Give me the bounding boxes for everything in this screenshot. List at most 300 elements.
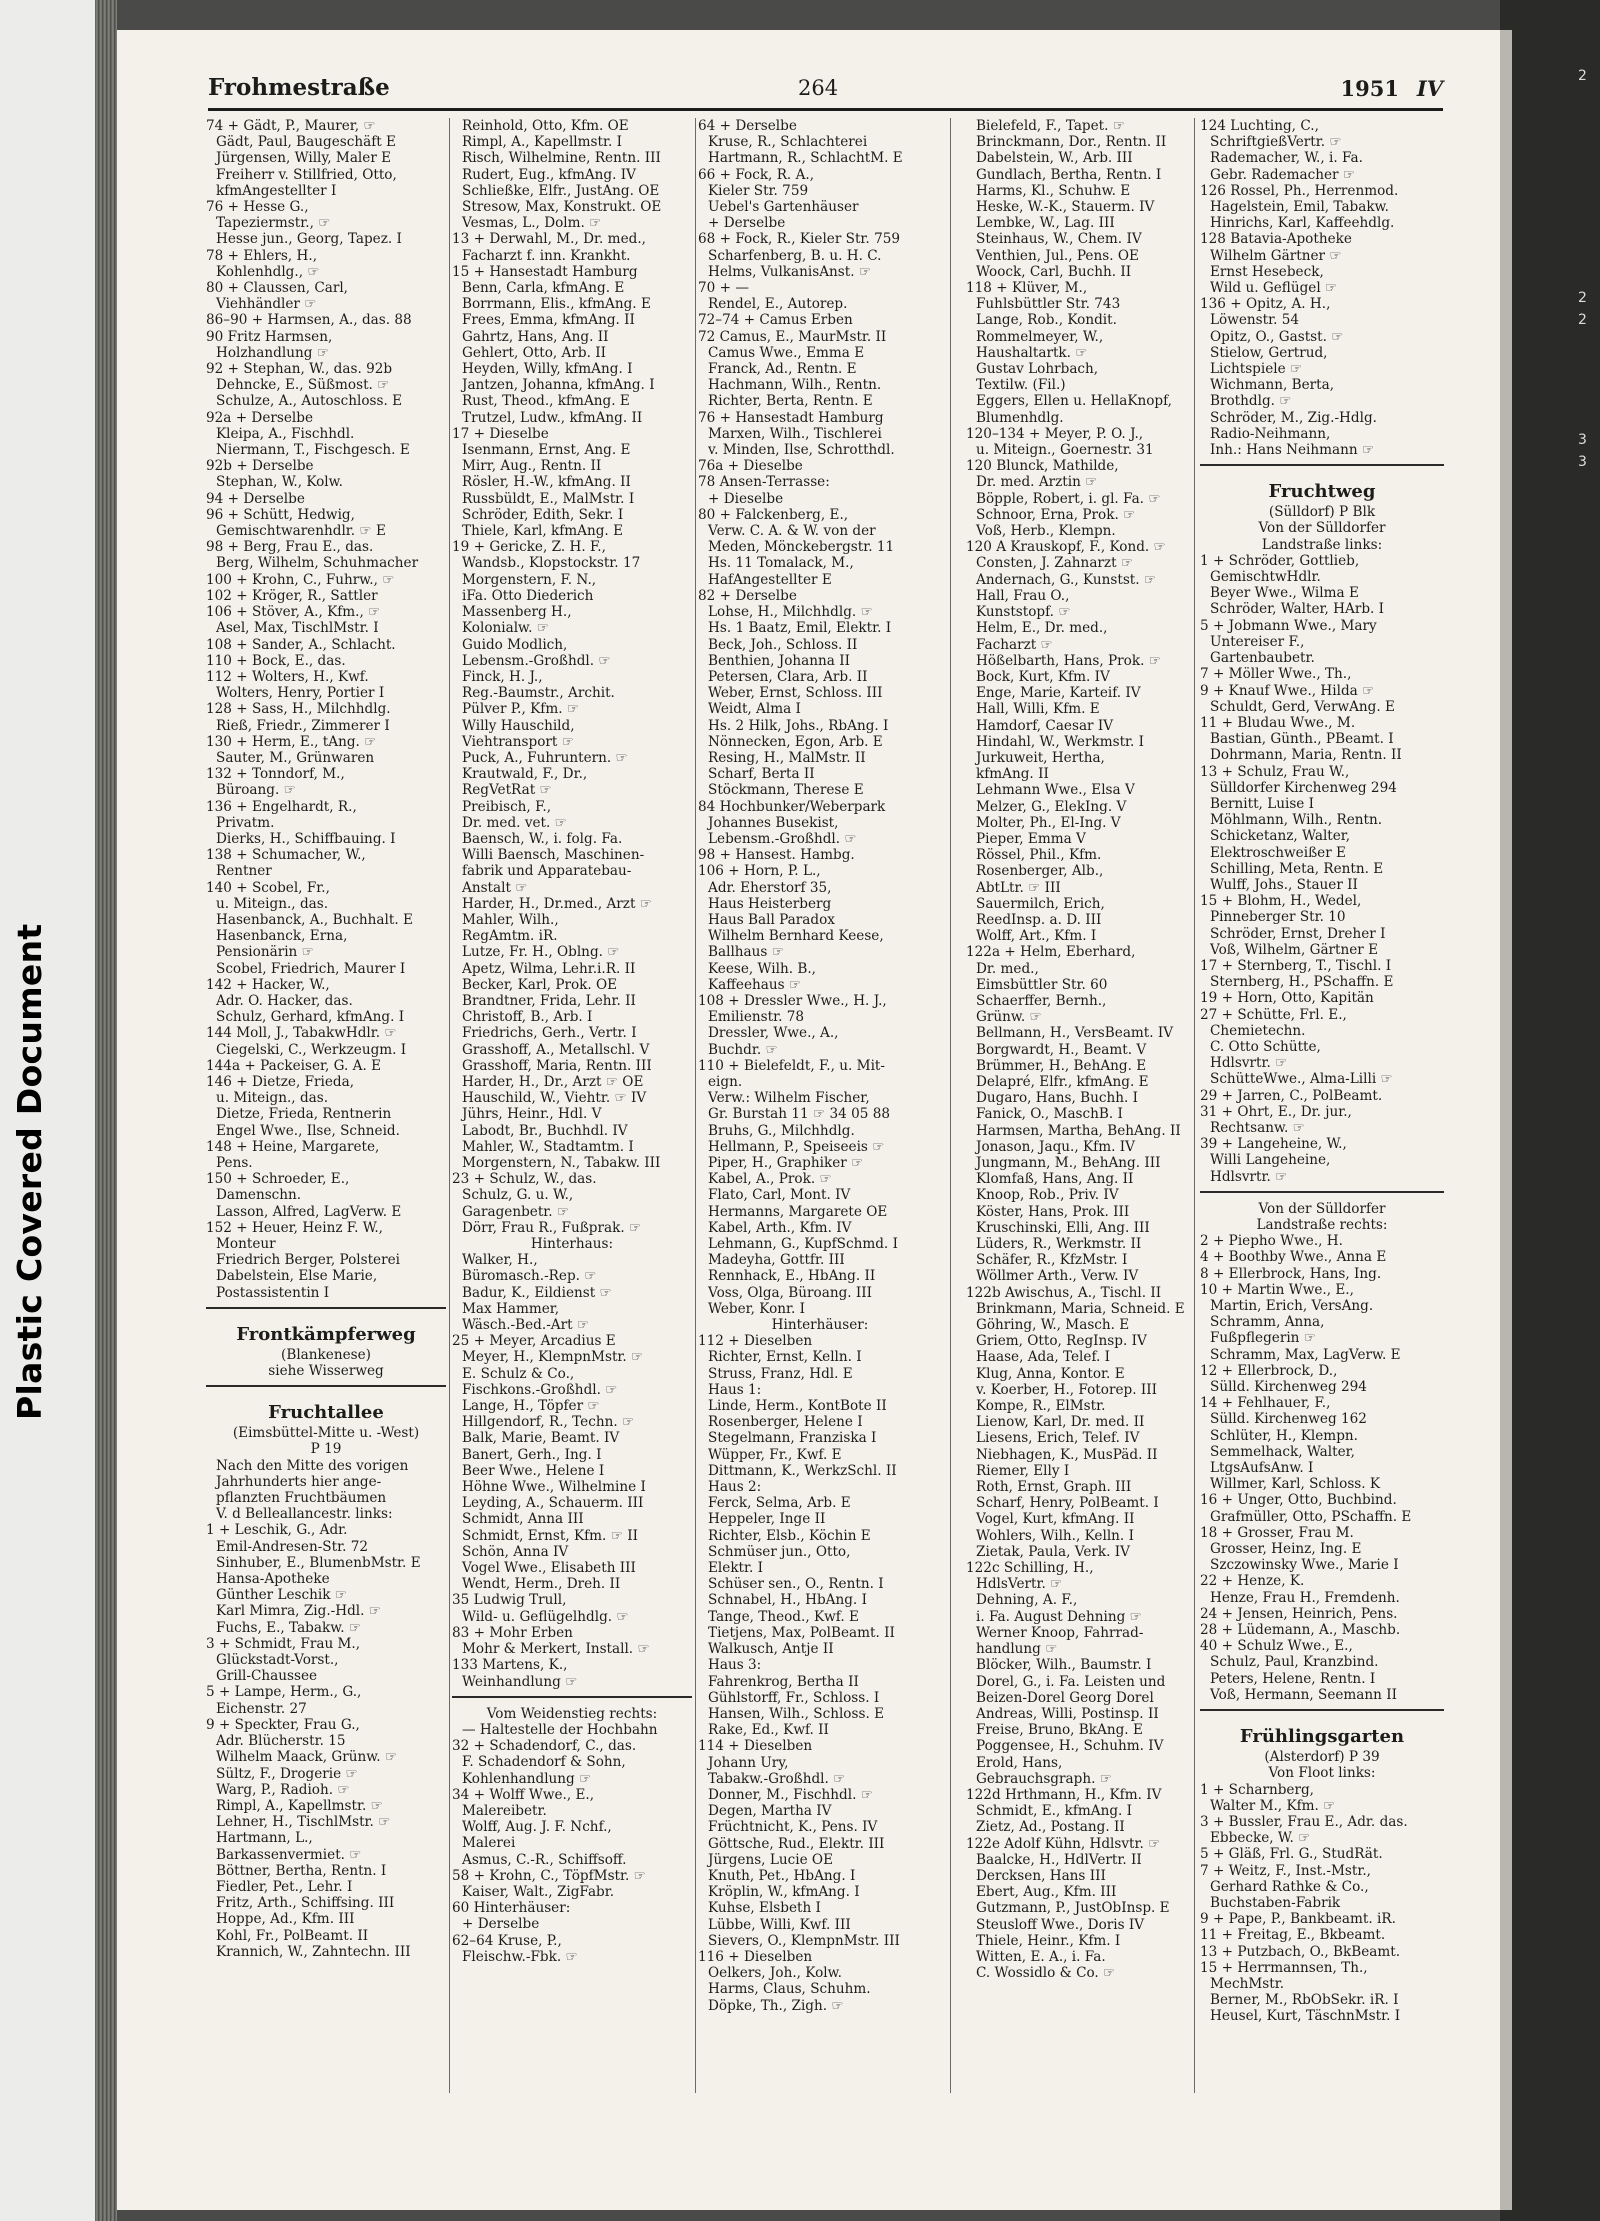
directory-entry: Kohlenhdlg., ☞ [216,263,320,280]
directory-entry: 68 + Fock, R., Kieler Str. 759 [698,231,901,248]
directory-entry: Günther Leschik ☞ [216,1587,347,1604]
directory-entry: 19 + Gericke, Z. H. F., [452,539,606,556]
directory-entry: fabrik und Apparatebau- [462,863,632,880]
directory-entry: Harms, Claus, Schuhm. [708,1981,871,1998]
directory-entry: 78 + Ehlers, H., [206,247,318,264]
directory-entry: Asel, Max, TischlMstr. I [216,620,379,637]
directory-entry: Wilhelm Bernhard Keese, [708,928,884,945]
directory-entry: Ballhaus ☞ [708,944,784,961]
directory-entry: 96 + Schütt, Hedwig, [206,506,355,523]
directory-entry: 100 + Krohn, C., Fuhrw., ☞ [206,571,395,588]
directory-entry: 150 + Schroeder, E., [206,1171,350,1188]
directory-entry: Pens. [216,1155,253,1171]
directory-entry: Uebel's Gartenhäuser [708,199,859,216]
directory-entry: Schnoor, Erna, Prok. ☞ [976,506,1136,523]
facing-page-edge [1500,30,1512,2210]
directory-entry: Hartmann, L., [216,1830,313,1847]
directory-entry: 92b + Derselbe [206,458,314,475]
directory-entry: 13 + Derwahl, M., Dr. med., [452,231,646,248]
directory-entry: Werner Knoop, Fahrrad- [976,1624,1144,1641]
directory-entry: Kolonialw. ☞ [462,620,549,637]
directory-entry: Verw. C. A. & W. von der [708,523,876,540]
directory-entry: Postassistentin I [216,1284,330,1301]
directory-entry: Wichmann, Berta, [1210,377,1335,394]
directory-entry: Johann Ury, [708,1754,789,1771]
directory-entry: Schulz, G. u. W., [462,1187,574,1204]
directory-entry: Tapeziermstr., ☞ [216,215,331,232]
directory-entry: Facharzt ☞ [976,636,1053,653]
directory-entry: Keese, Wilh. B., [708,960,816,977]
directory-entry: HdlsVertr. ☞ [976,1576,1063,1593]
directory-entry: 11 + Bludau Wwe., M. [1200,714,1356,731]
directory-entry: Dehncke, E., Süßmost. ☞ [216,377,390,394]
directory-entry: Borgwardt, H., Beamt. V [976,1041,1147,1058]
directory-entry: Eichenstr. 27 [216,1700,307,1717]
directory-entry: Willy Hauschild, [462,717,575,734]
directory-entry: Elektr. I [708,1560,764,1577]
directory-entry: Jürgensen, Willy, Maler E [216,150,392,167]
directory-entry: Schmidt, E., kfmAng. I [976,1803,1133,1820]
directory-entry: Stielow, Gertrud, [1210,344,1328,361]
directory-entry: Hasenbanck, Erna, [216,928,348,945]
directory-entry: SchütteWwe., Alma-Lilli ☞ [1210,1071,1393,1088]
directory-entry: Göhring, W., Masch. E [976,1317,1130,1334]
directory-entry: MechMstr. [1210,1975,1285,1992]
directory-entry: Haus Ball Paradox [708,911,835,928]
directory-entry: Rösler, H.-W., kfmAng. II [462,474,631,491]
directory-entry: Hasenbanck, A., Buchhalt. E [216,911,413,928]
directory-entry: Mahler, W., Stadtamtm. I [462,1138,634,1155]
directory-entry: Dressler, Wwe., A., [708,1025,839,1042]
directory-entry: 15 + Hansestadt Hamburg [452,263,638,280]
directory-entry: Hdlsvrtr. ☞ [1210,1055,1288,1072]
directory-entry: Schmüser jun., Otto, [708,1543,851,1560]
directory-entry: Voß, Herb., Klempn. [976,523,1116,540]
directory-entry: 3 + Schmidt, Frau M., [206,1635,361,1652]
directory-entry: Viehhändler ☞ [216,296,317,313]
directory-entry: Jantzen, Johanna, kfmAng. I [462,377,655,394]
directory-entry: 1 + Scharnberg, [1200,1781,1314,1798]
directory-entry: 124 Luchting, C., [1200,118,1319,134]
directory-entry: Voss, Olga, Büroang. III [708,1284,873,1301]
directory-entry: Meyer, H., KlempnMstr. ☞ [462,1349,644,1366]
facing-page-mark: 3 [1578,432,1587,448]
directory-entry: Stresow, Max, Konstrukt. OE [462,199,662,216]
directory-entry: Liesens, Erich, Telef. IV [976,1430,1140,1447]
directory-entry: Balk, Marie, Beamt. IV [462,1430,620,1447]
directory-entry: Beyer Wwe., Wilma E [1210,585,1359,602]
directory-entry: Grasshoff, Maria, Rentn. III [462,1057,652,1074]
directory-entry: Lange, Rob., Kondit. [976,312,1117,329]
directory-entry: Stephan, W., Kolw. [216,474,344,491]
directory-entry: Woock, Carl, Buchh. II [976,263,1132,280]
directory-entry: Dabelstein, W., Arb. III [976,150,1133,167]
directory-entry: Haus 1: [708,1381,762,1398]
directory-entry: Schüser sen., O., Rentn. I [708,1576,884,1593]
directory-entry: Anstalt ☞ [462,879,528,896]
directory-entry: Schaerffer, Bernh., [976,992,1107,1009]
directory-entry: Kieler Str. 759 [708,182,809,199]
directory-entry: 72–74 + Camus Erben [698,312,853,329]
directory-entry: Bielefeld, F., Tapet. ☞ [976,118,1125,134]
directory-entry: Scharf, Henry, PolBeamt. I [976,1495,1159,1512]
directory-entry: Heyden, Willy, kfmAng. I [462,361,633,378]
directory-entry: Fritz, Arth., Schiffsing. III [216,1895,395,1912]
section-note: Von Floot links: [1268,1765,1376,1782]
directory-entry: 114 + Dieselben [698,1738,813,1755]
directory-entry: Borrmann, Elis., kfmAng. E [462,296,651,313]
directory-entry: Büromasch.-Rep. ☞ [462,1268,597,1285]
directory-entry: Asmus, C.-R., Schiffsoff. [462,1851,627,1868]
directory-entry: Brümmer, H., BehAng. E [976,1057,1147,1074]
directory-entry: Schnabel, H., HbAng. I [708,1592,867,1609]
directory-entry: 9 + Speckter, Frau G., [206,1716,360,1733]
directory-entry: 144a + Packeiser, G. A. E [206,1057,382,1074]
directory-entry: Lembke, W., Lag. III [976,215,1115,232]
directory-entry: Niebhagen, K., MusPäd. II [976,1446,1158,1463]
directory-entry: 16 + Unger, Otto, Buchbind. [1200,1492,1397,1509]
directory-entry: Lebensm.-Großhdl. ☞ [708,830,857,847]
directory-entry: Berg, Wilhelm, Schuhmacher [216,555,419,572]
directory-entry: Buchstaben-Fabrik [1210,1894,1341,1911]
directory-entry: Adr. Eherstorf 35, [708,879,832,896]
directory-entry: Willi Baensch, Maschinen- [462,847,645,864]
directory-entry: Monteur [216,1236,276,1253]
directory-entry: 58 + Krohn, C., TöpfMstr. ☞ [452,1867,646,1884]
directory-entry: 92 + Stephan, W., das. 92b [206,361,393,378]
directory-entry: 78 Ansen-Terrasse: [698,474,830,491]
directory-entry: Malerei [462,1835,516,1852]
directory-entry: Höhne Wwe., Wilhelmine I [462,1479,646,1496]
directory-entry: Enge, Marie, Karteif. IV [976,685,1141,702]
street-heading: Fruchtweg [1268,481,1376,503]
directory-entry: Wulff, Johs., Stauer II [1210,876,1358,893]
directory-entry: Fischkons.-Großhdl. ☞ [462,1381,618,1398]
directory-entry: GemischtwHdlr. [1210,569,1321,586]
directory-entry: Klomfaß, Hans, Ang. II [976,1171,1134,1188]
directory-entry: 152 + Heuer, Heinz F. W., [206,1219,384,1236]
directory-entry: 11 + Freitag, E., Bkbeamt. [1200,1927,1386,1944]
directory-entry: Schröder, Edith, Sekr. I [462,506,624,523]
directory-entry: 15 + Herrmannsen, Th., [1200,1959,1368,1976]
directory-entry: Dehning, A. F., [976,1592,1078,1609]
directory-entry: Verw.: Wilhelm Fischer, [708,1090,870,1107]
directory-entry: Buchdr. ☞ [708,1041,778,1058]
directory-entry: 83 + Mohr Erben [452,1624,573,1641]
section-rule [206,1307,446,1317]
directory-entry: Erold, Hans, [976,1754,1063,1771]
directory-entry: Möhlmann, Wilh., Rentn. [1210,812,1383,829]
directory-entry: Wolters, Henry, Portier I [216,685,385,702]
directory-entry: Hansa-Apotheke [216,1571,330,1588]
column-divider [449,118,450,2093]
directory-entry: Max Hammer, [462,1300,560,1317]
directory-entry: 29 + Jarren, C., PolBeamt. [1200,1087,1383,1104]
directory-entry: 34 + Wolff Wwe., E., [452,1786,595,1803]
directory-entry: 70 + — [698,280,749,297]
directory-entry: Russbüldt, E., MalMstr. I [462,490,635,507]
volume: IV [1416,76,1443,101]
directory-entry: Richter, Ernst, Kelln. I [708,1349,862,1366]
directory-entry: 120–134 + Meyer, P. O. J., [966,425,1144,442]
section-note: (Blankenese) [281,1346,371,1363]
directory-entry: Fleischw.-Fbk. ☞ [462,1948,578,1965]
directory-entry: 144 Moll, J., TabakwHdlr. ☞ [206,1025,397,1042]
directory-entry: Sültz, F., Drogerie ☞ [216,1765,358,1782]
directory-entry: Petersen, Clara, Arb. II [708,668,868,685]
directory-entry: Böttner, Bertha, Rentn. I [216,1862,387,1879]
section-note: Hinterhaus: [530,1236,614,1253]
directory-entry: Jürgens, Lucie OE [708,1851,833,1868]
directory-entry: Gerhard Rathke & Co., [1210,1878,1369,1895]
directory-entry: 128 + Sass, H., Milchhdlg. [206,701,391,718]
directory-entry: Haus Heisterberg [708,895,832,912]
directory-entry: Lehmann Wwe., Elsa V [976,782,1135,799]
directory-entry: + Derselbe [462,1916,540,1933]
directory-entry: Scharf, Berta II [708,766,815,783]
directory-entry: Gebrauchsgraph. ☞ [976,1770,1112,1787]
directory-entry: Flato, Carl, Mont. IV [708,1187,851,1204]
directory-entry: Scharfenberg, B. u. H. C. [708,247,882,264]
directory-entry: Damenschn. [216,1187,302,1204]
directory-entry: Kohl, Fr., PolBeamt. II [216,1927,369,1944]
directory-entry: Emil-Andresen-Str. 72 [216,1538,369,1555]
directory-entry: RegAmtm. iR. [462,928,558,945]
directory-entry: Hartmann, R., SchlachtM. E [708,150,903,167]
directory-entry: Grasshoff, A., Metallschl. V [462,1041,650,1058]
directory-entry: AbtLtr. ☞ III [976,879,1061,896]
directory-entry: Hinrichs, Karl, Kaffeehdlg. [1210,215,1395,232]
directory-entry: Radio-Neihmann, [1210,425,1331,442]
directory-entry: 130 + Herm, E., tAng. ☞ [206,733,377,750]
column-2 [452,118,692,2093]
directory-entry: Niermann, T., Fischgesch. E [216,442,410,459]
directory-entry: Schulz, Paul, Kranzbind. [1210,1654,1379,1671]
directory-entry: Willi Langeheine, [1210,1152,1331,1169]
directory-entry: Delapré, Elfr., kfmAng. E [976,1073,1149,1090]
directory-entry: u. Miteign., das. [216,1090,329,1107]
directory-entry: Lehner, H., TischlMstr. ☞ [216,1814,391,1831]
directory-entry: Gehlert, Otto, Arb. II [462,344,606,361]
directory-entry: Stegelmann, Franziska I [708,1430,877,1447]
directory-entry: Massenberg H., [462,604,572,621]
directory-entry: Kuhse, Elsbeth I [708,1900,821,1917]
directory-entry: 66 + Fock, R. A., [698,166,815,183]
directory-entry: Köster, Hans, Prok. III [976,1203,1130,1220]
directory-entry: 108 + Dressler Wwe., H. J., [698,992,887,1009]
directory-entry: ReedInsp. a. D. III [976,911,1102,928]
section-note: Hinterhäuser: [771,1317,869,1334]
directory-entry: Haase, Ada, Telef. I [976,1349,1110,1366]
directory-entry: Dr. med. vet. ☞ [462,814,567,831]
directory-entry: 136 + Opitz, A. H., [1200,296,1331,313]
column-5 [1200,118,1444,2093]
directory-entry: Hs. 2 Hilk, Johs., RbAng. I [708,717,889,734]
directory-entry: Wolff, Aug. J. F. Nchf., [462,1819,612,1836]
directory-entry: 2 + Piepho Wwe., H. [1200,1233,1343,1250]
directory-entry: F. Schadendorf & Sohn, [462,1754,626,1771]
directory-entry: 133 Martens, K., [452,1657,568,1674]
directory-entry: Trutzel, Ludw., kfmAng. II [462,409,643,426]
directory-entry: 17 + Dieselbe [452,425,549,442]
directory-entry: Textilw. (Fil.) [976,377,1066,394]
page-number: 264 [798,76,839,100]
directory-entry: Venthien, Jul., Pens. OE [976,247,1139,264]
directory-entry: Wohlers, Wilh., Kelln. I [976,1527,1134,1544]
directory-entry: Griem, Otto, RegInsp. IV [976,1333,1147,1350]
directory-entry: Tabakw.-Großhdl. ☞ [708,1770,846,1787]
directory-entry: Büroang. ☞ [216,782,296,799]
directory-entry: Dietze, Frieda, Rentnerin [216,1106,392,1123]
directory-entry: Knuth, Pet., HbAng. I [708,1867,856,1884]
directory-entry: 106 + Horn, P. L., [698,863,821,880]
directory-entry: Schröder, Walter, HArb. I [1210,601,1385,618]
directory-entry: 24 + Jensen, Heinrich, Pens. [1200,1605,1398,1622]
directory-entry: Schuldt, Gerd, VerwAng. E [1210,698,1395,715]
directory-entry: Leyding, A., Schauerm. III [462,1495,644,1512]
directory-entry: Wüpper, Fr., Kwf. E [708,1446,842,1463]
directory-entry: Schlüter, H., Klempn. [1210,1427,1358,1444]
directory-entry: Hellmann, P., Speiseeis ☞ [708,1138,885,1155]
directory-entry: Weber, Konr. I [708,1300,806,1317]
directory-entry: Labodt, Br., Buchhdl. IV [462,1122,628,1139]
directory-entry: Sievers, O., KlempnMstr. III [708,1932,900,1949]
directory-entry: Benn, Carla, kfmAng. E [462,280,625,297]
directory-entry: Freise, Bruno, BkAng. E [976,1722,1143,1739]
directory-entry: u. Miteign., das. [216,895,329,912]
directory-entry: Baalcke, H., HdlVertr. II [976,1851,1142,1868]
directory-entry: 110 + Bock, E., das. [206,652,346,669]
directory-entry: Becker, Karl, Prok. OE [462,976,618,993]
directory-entry: Fahrenkrog, Bertha II [708,1673,859,1690]
directory-entry: Jonason, Jaqu., Kfm. IV [976,1138,1135,1155]
directory-entry: Richter, Elsb., Köchin E [708,1527,871,1544]
directory-entry: Lutze, Fr. H., Oblng. ☞ [462,944,620,961]
directory-entry: Glückstadt-Vorst., [216,1652,339,1669]
directory-entry: Rommelmeyer, W., [976,328,1104,345]
directory-entry: 13 + Schulz, Frau W., [1200,763,1350,780]
directory-entry: C. Otto Schütte, [1210,1038,1321,1055]
section-note: Landstraße rechts: [1256,1217,1388,1233]
directory-entry: Isenmann, Ernst, Ang. E [462,442,631,459]
directory-entry: Stöckmann, Therese E [708,782,864,799]
facing-page [1500,0,1600,2221]
directory-entry: Rust, Theod., kfmAng. E [462,393,630,410]
directory-entry: RegVetRat ☞ [462,782,552,799]
directory-entry: Hall, Frau O., [976,587,1070,604]
directory-entry: Melzer, G., ElekIng. V [976,798,1127,815]
directory-entry: 13 + Putzbach, O., BkBeamt. [1200,1943,1401,1960]
directory-entry: 10 + Martin Wwe., E., [1200,1281,1354,1298]
directory-entry: 122b Awischus, A., Tischl. II [966,1284,1162,1301]
directory-entry: Willmer, Karl, Schloss. K [1210,1476,1381,1493]
directory-entry: Eggers, Ellen u. HellaKnopf, [976,393,1172,410]
directory-entry: Beer Wwe., Helene I [462,1462,605,1479]
directory-entry: Vesmas, L., Dolm. ☞ [462,215,602,232]
directory-entry: Engel Wwe., Ilse, Schneid. [216,1122,400,1139]
directory-entry: Grill-Chaussee [216,1668,318,1685]
directory-entry: Wilhelm Maack, Grünw. ☞ [216,1749,398,1766]
directory-entry: Frees, Emma, kfmAng. II [462,312,635,329]
directory-entry: Schön, Anna IV [462,1543,569,1560]
directory-entry: Schröder, M., Zig.-Hdlg. [1210,409,1377,426]
directory-entry: — Haltestelle der Hochbahn [462,1721,658,1738]
directory-entry: u. Miteign., Goernestr. 31 [976,442,1154,459]
directory-entry: Wild- u. Geflügelhdlg. ☞ [462,1608,629,1625]
directory-entry: + Dieselbe [708,490,784,507]
directory-entry: Riemer, Elly I [976,1462,1070,1479]
directory-entry: Franck, Ad., Rentn. E [708,361,857,378]
directory-entry: 28 + Lüdemann, A., Maschb. [1200,1622,1401,1639]
directory-entry: Hansen, Wilh., Schloss. E [708,1705,885,1722]
directory-entry: Lüders, R., Werkmstr. II [976,1236,1142,1253]
directory-entry: iFa. Otto Diederich [462,587,594,604]
directory-entry: Christoff, B., Arb. I [462,1009,593,1026]
directory-entry: Sternberg, H., PSchaffn. E [1210,974,1394,991]
directory-entry: Rechtsanw. ☞ [1210,1119,1305,1136]
directory-entry: Puck, A., Fuhruntern. ☞ [462,749,628,766]
directory-entry: Harder, H., Dr.med., Arzt ☞ [462,895,652,912]
directory-entry: Fußpflegerin ☞ [1210,1330,1316,1347]
directory-entry: Lohse, H., Milchhdlg. ☞ [708,604,873,621]
directory-entry: Früchtnicht, K., Pens. IV [708,1819,878,1836]
street-heading: Frühlingsgarten [1239,1726,1405,1748]
directory-entry: 35 Ludwig Trull, [452,1592,567,1609]
directory-entry: 76 + Hansestadt Hamburg [698,409,884,426]
directory-entry: Lehmann, G., KupfSchmd. I [708,1236,898,1253]
directory-entry: Oelkers, Joh., Kolw. [708,1965,842,1982]
directory-entry: Ernst Hesebeck, [1210,263,1324,280]
section-rule [1200,464,1444,474]
directory-entry: Finck, H. J., [462,668,543,685]
directory-entry: Adr. O. Hacker, das. [216,992,353,1009]
directory-entry: Weber, Ernst, Schloss. III [708,685,883,702]
directory-entry: 136 + Engelhardt, R., [206,798,357,815]
directory-entry: Madeyha, Gottfr. III [708,1252,845,1269]
directory-entry: Wendt, Herm., Dreh. II [462,1576,621,1593]
directory-entry: Tietjens, Max, PolBeamt. II [708,1624,895,1641]
directory-entry: Degen, Martha IV [708,1803,832,1820]
directory-entry: Sülldorfer Kirchenweg 294 [1210,779,1397,796]
directory-entry: Garagenbetr. ☞ [462,1203,570,1220]
directory-entry: SchriftgießVertr. ☞ [1210,134,1342,151]
directory-entry: 142 + Hacker, W., [206,976,330,993]
directory-entry: Nönnecken, Egon, Arb. E [708,733,883,750]
directory-entry: Rake, Ed., Kwf. II [708,1722,829,1739]
directory-entry: Brandtner, Frida, Lehr. II [462,992,636,1009]
directory-entry: Badur, K., Eildienst ☞ [462,1284,612,1301]
directory-entry: C. Wossidlo & Co. ☞ [976,1965,1116,1982]
directory-entry: Kröplin, W., kfmAng. I [708,1884,860,1901]
directory-entry: 5 + Gläß, Frl. G., StudRät. [1200,1846,1383,1863]
directory-entry: Viehtransport ☞ [462,733,574,750]
directory-entry: Dittmann, K., WerkzSchl. II [708,1462,897,1479]
directory-entry: Bastian, Günth., PBeamt. I [1210,731,1394,748]
directory-entry: 18 + Grosser, Frau M. [1200,1524,1354,1541]
directory-entry: 22 + Henze, K. [1200,1573,1305,1590]
directory-entry: Haus 3: [708,1657,762,1674]
directory-entry: 9 + Knauf Wwe., Hilda ☞ [1200,682,1375,699]
directory-entry: Kabel, Arth., Kfm. IV [708,1219,852,1236]
directory-entry: Steusloff Wwe., Doris IV [976,1916,1145,1933]
directory-entry: handlung ☞ [976,1641,1058,1658]
directory-entry: Heusel, Kurt, TäschnMstr. I [1210,2008,1401,2025]
directory-entry: Bock, Kurt, Kfm. IV [976,668,1110,685]
directory-entry: Hauschild, W., Viehtr. ☞ IV [462,1090,647,1107]
column-divider [695,118,696,2093]
directory-entry: Thiele, Heinr., Kfm. I [976,1932,1121,1949]
directory-entry: Fanick, O., MaschB. I [976,1106,1123,1123]
